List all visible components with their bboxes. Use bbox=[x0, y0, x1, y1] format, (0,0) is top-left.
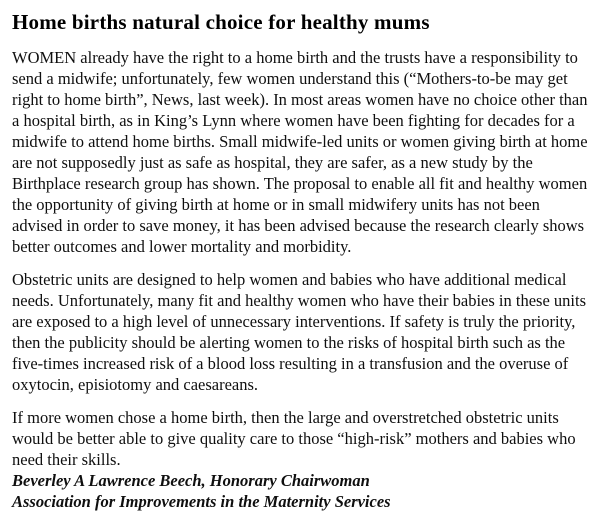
article-paragraph-3: If more women chose a home birth, then the large and overstretched obstetric units would be better able to give quality care to those “high-risk” mothers and babies who need their skills. bbox=[12, 408, 576, 469]
article-paragraph-1: WOMEN already have the right to a home birth and the trusts have a responsibility to send a midwife; unfortunately, few women understand this (“Mothers-to-be may get right to home birth”, News, last week). In most areas women have no choice other than a hospital birth, as in King’s Lynn where women have been fighting for decades for a midwife to attend home births. Small midwife-led units or women giving birth at home are not supposedly just as safe as hospital, they are safer, as a new study by the Birthplace research group has shown. The proposal to enable all fit and healthy women the opportunity of giving birth at home or in small midwifery units has not been advised in order to save money, it has been advised because the research clearly shows better outcomes and lower mortality and morbidity. bbox=[12, 48, 588, 256]
signature-block bbox=[12, 470, 589, 512]
signature-organisation: Association for Improvements in the Maternity Services bbox=[12, 492, 391, 511]
article-paragraph-2: Obstetric units are designed to help women and babies who have additional medical needs. Unfortunately, many fit and healthy women who have their babies in these units are exposed to a high level of unnecessary interventions. If safety is truly the priority, then the publicity should be alerting women to the risks of hospital birth such as the five-times increased risk of a blood loss resulting in a transfusion and the overuse of oxytocin, episiotomy and caesareans. bbox=[12, 270, 586, 394]
signature-author: Beverley A Lawrence Beech, Honorary Chairwoman bbox=[12, 471, 370, 490]
page-title: Home births natural choice for healthy mums bbox=[12, 10, 430, 34]
